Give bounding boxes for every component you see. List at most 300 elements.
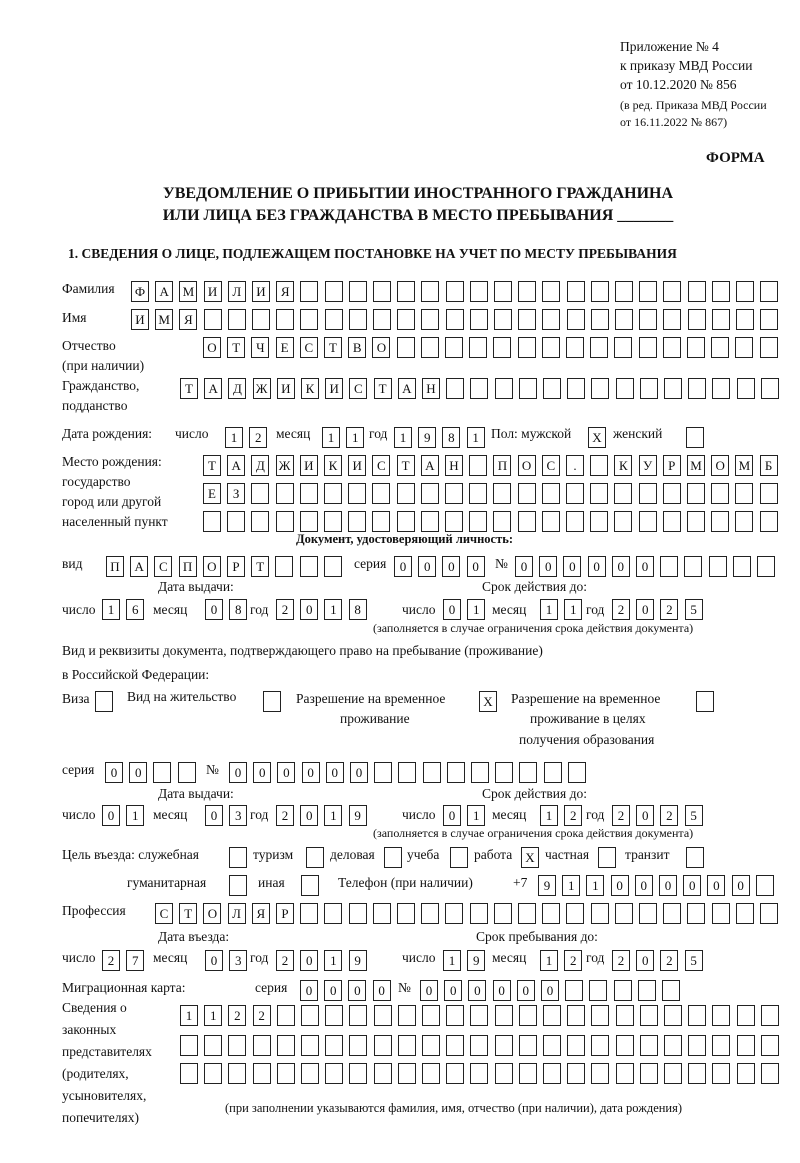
char-box-birthplace-2[interactable]	[397, 483, 415, 504]
char-box-dob-year[interactable]: 1	[467, 427, 485, 448]
checkbox-sex-male[interactable]: X	[588, 427, 606, 448]
char-box-reps-3[interactable]	[180, 1063, 198, 1084]
char-box-dob-month[interactable]: 1	[322, 427, 340, 448]
char-box-birthplace-1[interactable]: К	[614, 455, 632, 476]
char-box-phone[interactable]: 9	[538, 875, 556, 896]
char-box-birthplace-2[interactable]	[566, 483, 584, 504]
char-box-citizenship[interactable]	[761, 378, 779, 399]
char-box-reps-2[interactable]	[616, 1035, 634, 1056]
char-box-id-kind[interactable]: О	[203, 556, 221, 577]
char-box-patronymic[interactable]	[687, 337, 705, 358]
char-box-stay-number[interactable]	[568, 762, 586, 783]
char-box-entry-year[interactable]: 1	[324, 950, 342, 971]
char-box-profession[interactable]: Р	[276, 903, 294, 924]
char-box-citizenship[interactable]	[616, 378, 634, 399]
char-box-birthplace-1[interactable]: И	[300, 455, 318, 476]
char-box-reps-1[interactable]	[325, 1005, 343, 1026]
char-box-reps-2[interactable]	[446, 1035, 464, 1056]
char-box-stay-issue-year[interactable]: 1	[324, 805, 342, 826]
char-box-birthplace-3[interactable]	[348, 511, 366, 532]
char-box-reps-3[interactable]	[664, 1063, 682, 1084]
char-box-stay-number[interactable]	[495, 762, 513, 783]
char-box-surname[interactable]	[325, 281, 343, 302]
char-box-birthplace-3[interactable]	[445, 511, 463, 532]
char-box-reps-2[interactable]	[761, 1035, 779, 1056]
char-box-mc-number[interactable]: 0	[541, 980, 559, 1001]
char-box-id-issue-day[interactable]: 6	[126, 599, 144, 620]
char-box-dob-year[interactable]: 1	[394, 427, 412, 448]
char-box-reps-2[interactable]	[204, 1035, 222, 1056]
char-box-surname[interactable]	[688, 281, 706, 302]
char-box-citizenship[interactable]	[470, 378, 488, 399]
char-box-mc-number[interactable]: 0	[444, 980, 462, 1001]
char-box-id-valid-year[interactable]: 2	[660, 599, 678, 620]
char-box-id-valid-day[interactable]: 1	[467, 599, 485, 620]
char-box-id-issue-year[interactable]: 0	[300, 599, 318, 620]
char-box-birthplace-2[interactable]	[614, 483, 632, 504]
char-box-mc-series[interactable]: 0	[373, 980, 391, 1001]
char-box-profession[interactable]: Л	[228, 903, 246, 924]
char-box-stay-number[interactable]: 0	[350, 762, 368, 783]
char-box-stay-issue-month[interactable]: 3	[229, 805, 247, 826]
char-box-stay-valid-month[interactable]: 2	[564, 805, 582, 826]
char-box-reps-1[interactable]	[543, 1005, 561, 1026]
char-box-dob-month[interactable]: 1	[346, 427, 364, 448]
char-box-reps-3[interactable]	[398, 1063, 416, 1084]
char-box-id-kind[interactable]: П	[179, 556, 197, 577]
char-box-reps-1[interactable]	[664, 1005, 682, 1026]
char-box-patronymic[interactable]	[760, 337, 778, 358]
char-box-surname[interactable]	[446, 281, 464, 302]
char-box-reps-3[interactable]	[325, 1063, 343, 1084]
char-box-id-number[interactable]: 0	[515, 556, 533, 577]
char-box-reps-2[interactable]	[398, 1035, 416, 1056]
char-box-patronymic[interactable]	[493, 337, 511, 358]
char-box-profession[interactable]: Т	[179, 903, 197, 924]
char-box-entry-year[interactable]: 0	[300, 950, 318, 971]
char-box-birthplace-2[interactable]	[276, 483, 294, 504]
char-box-reps-2[interactable]	[664, 1035, 682, 1056]
char-box-birthplace-1[interactable]: Д	[251, 455, 269, 476]
char-box-reps-1[interactable]	[277, 1005, 295, 1026]
char-box-profession[interactable]	[421, 903, 439, 924]
char-box-id-number[interactable]: 0	[539, 556, 557, 577]
char-box-reps-2[interactable]	[470, 1035, 488, 1056]
char-box-citizenship[interactable]	[688, 378, 706, 399]
char-box-birthplace-1[interactable]: Т	[203, 455, 221, 476]
char-box-profession[interactable]	[300, 903, 318, 924]
char-box-reps-3[interactable]	[470, 1063, 488, 1084]
char-box-birthplace-2[interactable]	[469, 483, 487, 504]
char-box-reps-2[interactable]	[277, 1035, 295, 1056]
char-box-reps-1[interactable]	[737, 1005, 755, 1026]
char-box-birthplace-3[interactable]	[300, 511, 318, 532]
char-box-name[interactable]	[591, 309, 609, 330]
char-box-patronymic[interactable]	[639, 337, 657, 358]
char-box-citizenship[interactable]: С	[349, 378, 367, 399]
char-box-id-kind[interactable]: С	[154, 556, 172, 577]
char-box-reps-2[interactable]	[688, 1035, 706, 1056]
char-box-profession[interactable]	[397, 903, 415, 924]
char-box-profession[interactable]	[494, 903, 512, 924]
char-box-reps-1[interactable]	[470, 1005, 488, 1026]
char-box-reps-1[interactable]: 1	[180, 1005, 198, 1026]
char-box-id-kind[interactable]	[275, 556, 293, 577]
char-box-entry-year[interactable]: 9	[349, 950, 367, 971]
char-box-id-number[interactable]	[733, 556, 751, 577]
char-box-citizenship[interactable]	[712, 378, 730, 399]
char-box-birthplace-2[interactable]: Е	[203, 483, 221, 504]
char-box-birthplace-2[interactable]	[421, 483, 439, 504]
char-box-id-number[interactable]	[684, 556, 702, 577]
char-box-profession[interactable]	[687, 903, 705, 924]
char-box-citizenship[interactable]: Ж	[253, 378, 271, 399]
char-box-id-issue-year[interactable]: 8	[349, 599, 367, 620]
char-box-birthplace-1[interactable]: И	[348, 455, 366, 476]
char-box-stay-number[interactable]	[447, 762, 465, 783]
char-box-birthplace-1[interactable]: О	[711, 455, 729, 476]
char-box-name[interactable]	[446, 309, 464, 330]
char-box-id-number[interactable]	[757, 556, 775, 577]
char-box-reps-3[interactable]	[349, 1063, 367, 1084]
char-box-stay-number[interactable]: 0	[326, 762, 344, 783]
char-box-birthplace-2[interactable]	[348, 483, 366, 504]
char-box-birthplace-1[interactable]: А	[421, 455, 439, 476]
char-box-name[interactable]: И	[131, 309, 149, 330]
char-box-reps-1[interactable]	[688, 1005, 706, 1026]
char-box-reps-1[interactable]	[640, 1005, 658, 1026]
char-box-birthplace-1[interactable]: Б	[760, 455, 778, 476]
char-box-reps-1[interactable]	[712, 1005, 730, 1026]
char-box-surname[interactable]	[542, 281, 560, 302]
char-box-reps-2[interactable]	[253, 1035, 271, 1056]
char-box-birthplace-1[interactable]	[469, 455, 487, 476]
char-box-name[interactable]	[663, 309, 681, 330]
char-box-id-kind[interactable]	[324, 556, 342, 577]
char-box-patronymic[interactable]: Т	[324, 337, 342, 358]
char-box-dob-day[interactable]: 1	[225, 427, 243, 448]
char-box-birthplace-1[interactable]: М	[735, 455, 753, 476]
char-box-id-series[interactable]: 0	[418, 556, 436, 577]
char-box-birthplace-3[interactable]	[493, 511, 511, 532]
char-box-phone[interactable]: 0	[611, 875, 629, 896]
char-box-patronymic[interactable]	[445, 337, 463, 358]
char-box-citizenship[interactable]	[567, 378, 585, 399]
char-box-reps-1[interactable]	[761, 1005, 779, 1026]
char-box-name[interactable]	[760, 309, 778, 330]
char-box-id-series[interactable]: 0	[467, 556, 485, 577]
checkbox-chk-temp-edu[interactable]	[696, 691, 714, 712]
char-box-id-number[interactable]: 0	[612, 556, 630, 577]
char-box-reps-3[interactable]	[204, 1063, 222, 1084]
char-box-mc-number[interactable]	[614, 980, 632, 1001]
char-box-name[interactable]	[542, 309, 560, 330]
char-box-stay-issue-day[interactable]: 0	[102, 805, 120, 826]
char-box-profession[interactable]	[324, 903, 342, 924]
checkbox-sex-female[interactable]	[686, 427, 704, 448]
char-box-birthplace-3[interactable]	[614, 511, 632, 532]
char-box-stay-issue-year[interactable]: 2	[276, 805, 294, 826]
char-box-stay-series[interactable]: 0	[105, 762, 123, 783]
char-box-patronymic[interactable]: Е	[276, 337, 294, 358]
char-box-citizenship[interactable]	[519, 378, 537, 399]
char-box-birthplace-1[interactable]: К	[324, 455, 342, 476]
char-box-profession[interactable]	[566, 903, 584, 924]
char-box-reps-1[interactable]: 1	[204, 1005, 222, 1026]
char-box-phone[interactable]: 0	[659, 875, 677, 896]
char-box-profession[interactable]	[542, 903, 560, 924]
char-box-id-valid-month[interactable]: 1	[540, 599, 558, 620]
char-box-stay-valid-month[interactable]: 1	[540, 805, 558, 826]
char-box-reps-1[interactable]	[301, 1005, 319, 1026]
char-box-id-kind[interactable]: П	[106, 556, 124, 577]
char-box-birthplace-3[interactable]	[663, 511, 681, 532]
char-box-profession[interactable]	[736, 903, 754, 924]
char-box-surname[interactable]	[300, 281, 318, 302]
char-box-until-year[interactable]: 5	[685, 950, 703, 971]
char-box-name[interactable]	[228, 309, 246, 330]
char-box-surname[interactable]	[397, 281, 415, 302]
char-box-birthplace-2[interactable]	[251, 483, 269, 504]
char-box-dob-year[interactable]: 9	[418, 427, 436, 448]
char-box-id-kind[interactable]: А	[130, 556, 148, 577]
char-box-phone[interactable]: 1	[586, 875, 604, 896]
char-box-reps-3[interactable]	[567, 1063, 585, 1084]
char-box-birthplace-3[interactable]	[227, 511, 245, 532]
char-box-stay-number[interactable]	[471, 762, 489, 783]
char-box-surname[interactable]	[518, 281, 536, 302]
char-box-id-valid-day[interactable]: 0	[443, 599, 461, 620]
char-box-until-year[interactable]: 2	[660, 950, 678, 971]
char-box-citizenship[interactable]	[543, 378, 561, 399]
char-box-birthplace-3[interactable]	[542, 511, 560, 532]
char-box-id-number[interactable]	[709, 556, 727, 577]
char-box-profession[interactable]	[591, 903, 609, 924]
char-box-birthplace-3[interactable]	[687, 511, 705, 532]
char-box-profession[interactable]	[349, 903, 367, 924]
char-box-mc-number[interactable]	[662, 980, 680, 1001]
char-box-citizenship[interactable]: Н	[422, 378, 440, 399]
char-box-phone[interactable]: 1	[562, 875, 580, 896]
char-box-mc-number[interactable]	[638, 980, 656, 1001]
char-box-citizenship[interactable]: Т	[374, 378, 392, 399]
char-box-reps-3[interactable]	[616, 1063, 634, 1084]
char-box-id-number[interactable]: 0	[636, 556, 654, 577]
char-box-dob-day[interactable]: 2	[249, 427, 267, 448]
char-box-surname[interactable]	[470, 281, 488, 302]
char-box-stay-number[interactable]: 0	[229, 762, 247, 783]
char-box-name[interactable]	[373, 309, 391, 330]
char-box-surname[interactable]: Ф	[131, 281, 149, 302]
char-box-stay-number[interactable]: 0	[302, 762, 320, 783]
char-box-reps-2[interactable]	[301, 1035, 319, 1056]
char-box-surname[interactable]	[639, 281, 657, 302]
char-box-reps-2[interactable]	[228, 1035, 246, 1056]
checkbox-p-business[interactable]	[384, 847, 402, 868]
char-box-reps-3[interactable]	[543, 1063, 561, 1084]
char-box-reps-3[interactable]	[761, 1063, 779, 1084]
char-box-stay-number[interactable]: 0	[277, 762, 295, 783]
char-box-surname[interactable]: М	[179, 281, 197, 302]
char-box-profession[interactable]: Я	[252, 903, 270, 924]
char-box-reps-3[interactable]	[737, 1063, 755, 1084]
char-box-patronymic[interactable]	[711, 337, 729, 358]
char-box-birthplace-3[interactable]	[421, 511, 439, 532]
char-box-name[interactable]	[349, 309, 367, 330]
char-box-name[interactable]	[639, 309, 657, 330]
char-box-stay-issue-month[interactable]: 0	[205, 805, 223, 826]
char-box-patronymic[interactable]	[421, 337, 439, 358]
char-box-stay-valid-day[interactable]: 0	[443, 805, 461, 826]
char-box-reps-2[interactable]	[567, 1035, 585, 1056]
char-box-stay-number[interactable]: 0	[253, 762, 271, 783]
char-box-birthplace-1[interactable]: А	[227, 455, 245, 476]
char-box-reps-1[interactable]	[398, 1005, 416, 1026]
char-box-patronymic[interactable]: В	[348, 337, 366, 358]
char-box-stay-series[interactable]	[153, 762, 171, 783]
char-box-name[interactable]	[276, 309, 294, 330]
char-box-profession[interactable]	[639, 903, 657, 924]
char-box-name[interactable]	[252, 309, 270, 330]
char-box-stay-valid-year[interactable]: 2	[612, 805, 630, 826]
char-box-reps-3[interactable]	[519, 1063, 537, 1084]
char-box-birthplace-3[interactable]	[324, 511, 342, 532]
char-box-reps-2[interactable]	[519, 1035, 537, 1056]
char-box-until-year[interactable]: 0	[636, 950, 654, 971]
char-box-reps-2[interactable]	[712, 1035, 730, 1056]
char-box-id-issue-day[interactable]: 1	[102, 599, 120, 620]
char-box-patronymic[interactable]	[590, 337, 608, 358]
char-box-name[interactable]	[494, 309, 512, 330]
char-box-entry-month[interactable]: 3	[229, 950, 247, 971]
char-box-id-valid-year[interactable]: 5	[685, 599, 703, 620]
char-box-citizenship[interactable]: Д	[228, 378, 246, 399]
char-box-until-year[interactable]: 2	[612, 950, 630, 971]
char-box-birthplace-1[interactable]: Н	[445, 455, 463, 476]
checkbox-p-study[interactable]	[450, 847, 468, 868]
char-box-citizenship[interactable]	[591, 378, 609, 399]
char-box-birthplace-2[interactable]	[300, 483, 318, 504]
char-box-reps-3[interactable]	[253, 1063, 271, 1084]
char-box-name[interactable]	[736, 309, 754, 330]
char-box-patronymic[interactable]	[397, 337, 415, 358]
char-box-birthplace-3[interactable]	[590, 511, 608, 532]
char-box-birthplace-1[interactable]: П	[493, 455, 511, 476]
char-box-name[interactable]	[470, 309, 488, 330]
char-box-reps-2[interactable]	[591, 1035, 609, 1056]
char-box-reps-3[interactable]	[277, 1063, 295, 1084]
char-box-dob-year[interactable]: 8	[442, 427, 460, 448]
char-box-phone[interactable]	[756, 875, 774, 896]
char-box-citizenship[interactable]	[640, 378, 658, 399]
char-box-birthplace-1[interactable]: У	[639, 455, 657, 476]
char-box-birthplace-1[interactable]: М	[687, 455, 705, 476]
char-box-entry-month[interactable]: 0	[205, 950, 223, 971]
char-box-reps-2[interactable]	[737, 1035, 755, 1056]
char-box-reps-2[interactable]	[349, 1035, 367, 1056]
char-box-reps-3[interactable]	[446, 1063, 464, 1084]
char-box-birthplace-2[interactable]	[542, 483, 560, 504]
char-box-reps-1[interactable]	[349, 1005, 367, 1026]
char-box-birthplace-2[interactable]	[372, 483, 390, 504]
char-box-profession[interactable]: С	[155, 903, 173, 924]
char-box-reps-3[interactable]	[712, 1063, 730, 1084]
char-box-birthplace-2[interactable]	[639, 483, 657, 504]
char-box-profession[interactable]	[663, 903, 681, 924]
char-box-surname[interactable]	[567, 281, 585, 302]
char-box-name[interactable]: Я	[179, 309, 197, 330]
char-box-surname[interactable]	[712, 281, 730, 302]
char-box-name[interactable]	[615, 309, 633, 330]
char-box-until-month[interactable]: 2	[564, 950, 582, 971]
char-box-mc-number[interactable]	[589, 980, 607, 1001]
char-box-stay-issue-year[interactable]: 0	[300, 805, 318, 826]
char-box-stay-series[interactable]: 0	[129, 762, 147, 783]
char-box-patronymic[interactable]	[566, 337, 584, 358]
char-box-reps-2[interactable]	[374, 1035, 392, 1056]
checkbox-chk-residence[interactable]	[263, 691, 281, 712]
char-box-reps-1[interactable]	[519, 1005, 537, 1026]
char-box-stay-valid-year[interactable]: 2	[660, 805, 678, 826]
char-box-profession[interactable]	[518, 903, 536, 924]
char-box-birthplace-3[interactable]	[760, 511, 778, 532]
char-box-birthplace-3[interactable]	[469, 511, 487, 532]
char-box-reps-3[interactable]	[591, 1063, 609, 1084]
char-box-birthplace-1[interactable]	[590, 455, 608, 476]
char-box-birthplace-1[interactable]: Ж	[276, 455, 294, 476]
char-box-mc-number[interactable]: 0	[493, 980, 511, 1001]
char-box-reps-2[interactable]	[325, 1035, 343, 1056]
char-box-name[interactable]	[712, 309, 730, 330]
char-box-birthplace-3[interactable]	[276, 511, 294, 532]
char-box-id-issue-year[interactable]: 2	[276, 599, 294, 620]
checkbox-p-humanitarian[interactable]	[229, 875, 247, 896]
char-box-surname[interactable]	[760, 281, 778, 302]
char-box-profession[interactable]	[615, 903, 633, 924]
char-box-birthplace-3[interactable]	[251, 511, 269, 532]
char-box-citizenship[interactable]	[664, 378, 682, 399]
char-box-reps-3[interactable]	[301, 1063, 319, 1084]
char-box-reps-2[interactable]	[495, 1035, 513, 1056]
char-box-reps-2[interactable]	[422, 1035, 440, 1056]
char-box-reps-3[interactable]	[688, 1063, 706, 1084]
char-box-patronymic[interactable]: Т	[227, 337, 245, 358]
char-box-stay-number[interactable]	[398, 762, 416, 783]
char-box-birthplace-2[interactable]	[445, 483, 463, 504]
char-box-surname[interactable]	[663, 281, 681, 302]
char-box-stay-issue-day[interactable]: 1	[126, 805, 144, 826]
char-box-birthplace-1[interactable]: Р	[663, 455, 681, 476]
char-box-citizenship[interactable]: А	[398, 378, 416, 399]
char-box-surname[interactable]	[615, 281, 633, 302]
char-box-reps-2[interactable]	[180, 1035, 198, 1056]
char-box-citizenship[interactable]	[446, 378, 464, 399]
char-box-reps-1[interactable]	[374, 1005, 392, 1026]
char-box-id-number[interactable]	[660, 556, 678, 577]
char-box-birthplace-3[interactable]	[566, 511, 584, 532]
char-box-surname[interactable]	[373, 281, 391, 302]
char-box-birthplace-2[interactable]	[324, 483, 342, 504]
char-box-stay-number[interactable]	[544, 762, 562, 783]
char-box-citizenship[interactable]: И	[277, 378, 295, 399]
char-box-citizenship[interactable]: И	[325, 378, 343, 399]
char-box-id-series[interactable]: 0	[442, 556, 460, 577]
char-box-profession[interactable]	[712, 903, 730, 924]
char-box-id-valid-month[interactable]: 1	[564, 599, 582, 620]
char-box-reps-3[interactable]	[422, 1063, 440, 1084]
char-box-mc-series[interactable]: 0	[348, 980, 366, 1001]
char-box-citizenship[interactable]	[495, 378, 513, 399]
